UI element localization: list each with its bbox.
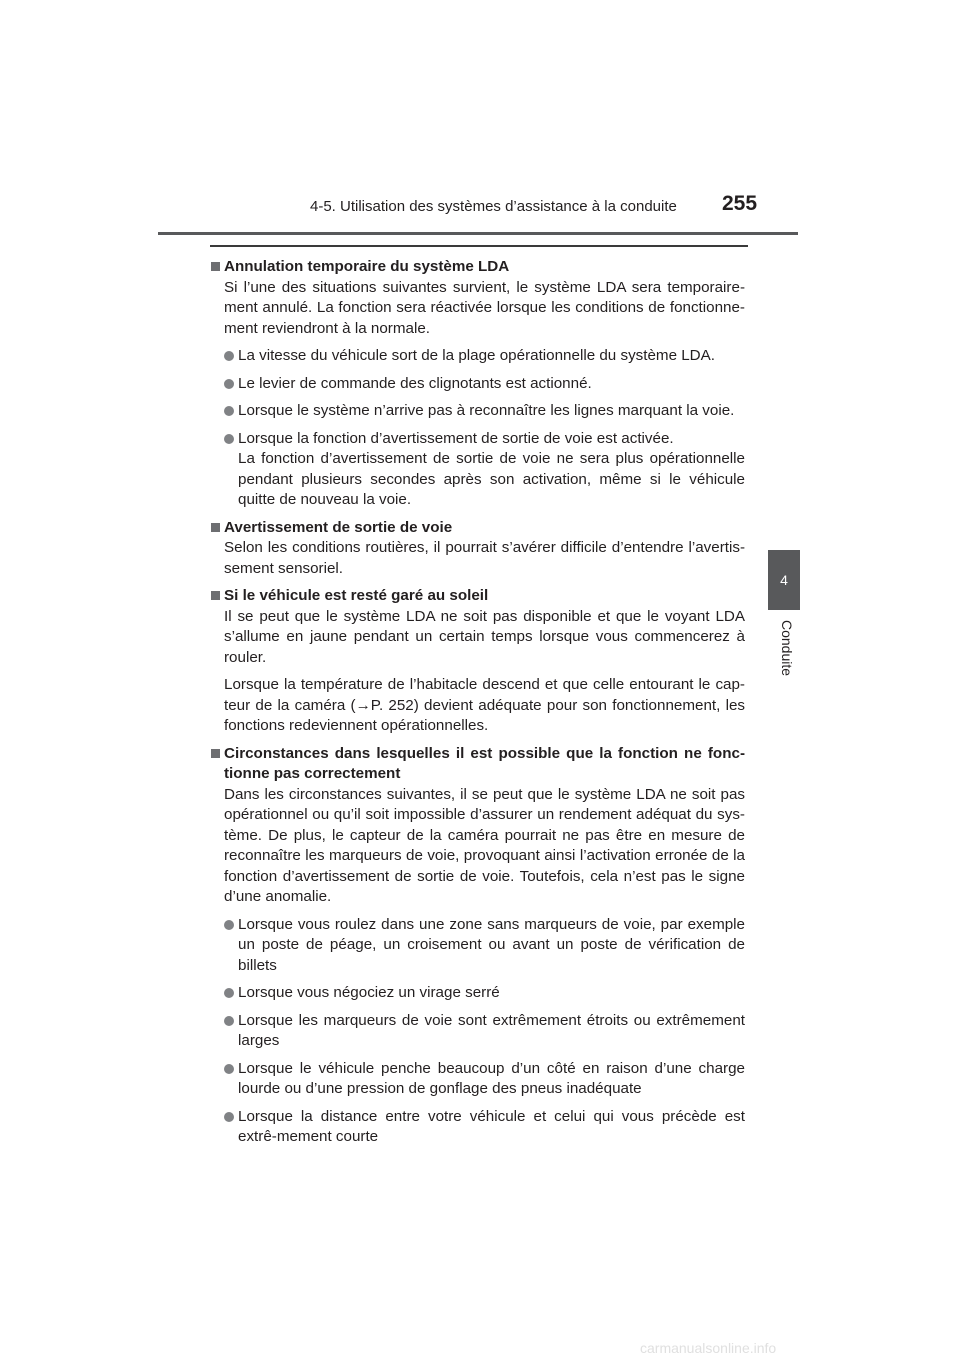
round-bullet-icon <box>224 379 234 389</box>
section-heading: Annulation temporaire du système LDA <box>211 257 745 278</box>
round-bullet-icon <box>224 1064 234 1074</box>
running-header-section: 4-5. Utilisation des systèmes d’assistance à la conduite <box>310 198 677 215</box>
chapter-label: Conduite <box>779 620 795 677</box>
list-item: Lorsque vous roulez dans une zone sans marqueurs de voie, par exemple un poste de péage, un croisement ou avant un poste de vérification de billets <box>224 915 745 977</box>
list-item-continuation: La fonction d’avertissement de sortie de voie ne sera plus opérationnelle pendant plusieurs secondes après son activation, même si le véhicule quitte de nouveau la voie. <box>238 450 745 508</box>
round-bullet-icon <box>224 434 234 444</box>
content-divider <box>210 245 748 247</box>
section-heading: Avertissement de sortie de voie <box>211 518 745 539</box>
round-bullet-icon <box>224 351 234 361</box>
round-bullet-icon <box>224 920 234 930</box>
round-bullet-icon <box>224 988 234 998</box>
paragraph: Il se peut que le système LDA ne soit pas disponible et que le voyant LDA s’allume en jaune pendant un certain temps lorsque vous commencerez à rouler. <box>224 607 745 666</box>
chapter-number: 4 <box>780 572 788 588</box>
list-item: Lorsque vous négociez un virage serré <box>224 983 745 1004</box>
square-bullet-icon <box>211 523 220 532</box>
list-item: Lorsque le système n’arrive pas à reconnaître les lignes marquant la voie. <box>224 401 745 422</box>
section-heading: Si le véhicule est resté garé au soleil <box>211 586 745 607</box>
watermark: carmanualsonline.info <box>640 1340 777 1356</box>
chapter-tab <box>768 550 800 610</box>
page-number: 255 <box>722 192 758 215</box>
header-divider <box>158 232 798 235</box>
list-item: Lorsque les marqueurs de voie sont extrêmement étroits ou extrêmement larges <box>224 1011 745 1052</box>
paragraph: Lorsque la température de l’habitacle descend et que celle entourant le cap-teur de la caméra (→P. 252) devient adéquate pour son fonctionnement, les fonctions redeviennent opérationnelles. <box>224 676 745 734</box>
list-item: La vitesse du véhicule sort de la plage opérationnelle du système LDA. <box>224 346 745 367</box>
round-bullet-icon <box>224 1016 234 1026</box>
square-bullet-icon <box>211 749 220 758</box>
list-item: Le levier de commande des clignotants est actionné. <box>224 374 745 395</box>
section-heading: Circonstances dans lesquelles il est possible que la fonction ne fonc-tionne pas correctement <box>211 744 745 785</box>
list-item: Lorsque le véhicule penche beaucoup d’un côté en raison d’une charge lourde ou d’une pression de gonflage des pneus inadéquate <box>224 1059 745 1100</box>
round-bullet-icon <box>224 406 234 416</box>
page-content <box>211 257 745 1148</box>
list-item: Lorsque la distance entre votre véhicule et celui qui vous précède est extrê-mement courte <box>224 1107 745 1148</box>
round-bullet-icon <box>224 1112 234 1122</box>
paragraph: Dans les circonstances suivantes, il se peut que le système LDA ne soit pas opérationnel ou qu’il soit impossible d’assurer un rendement adéquat du sys-tème. De plus, le capteur de la caméra pourrait ne pas être en mesure de reconnaître les marqueurs de voie, provoquant ainsi l’activation erronée de la fonction d’avertissement de sortie de voie. Toutefois, cela n’est pas le signe d’une anomalie. <box>224 785 745 905</box>
paragraph: Si l’une des situations suivantes survient, le système LDA sera temporaire-ment annulé. La fonction sera réactivée lorsque les conditions de fonctionne-ment reviendront à la normale. <box>224 278 745 337</box>
paragraph: Selon les conditions routières, il pourrait s’avérer difficile d’entendre l’avertis-sement sensoriel. <box>224 539 745 577</box>
list-item: Lorsque la fonction d’avertissement de sortie de voie est activée. La fonction d’avertissement de sortie de voie ne sera plus opérationnelle pendant plusieurs secondes après son activation, même si le véhicule quitte de nouveau la voie. <box>224 429 745 511</box>
square-bullet-icon <box>211 262 220 271</box>
square-bullet-icon <box>211 591 220 600</box>
